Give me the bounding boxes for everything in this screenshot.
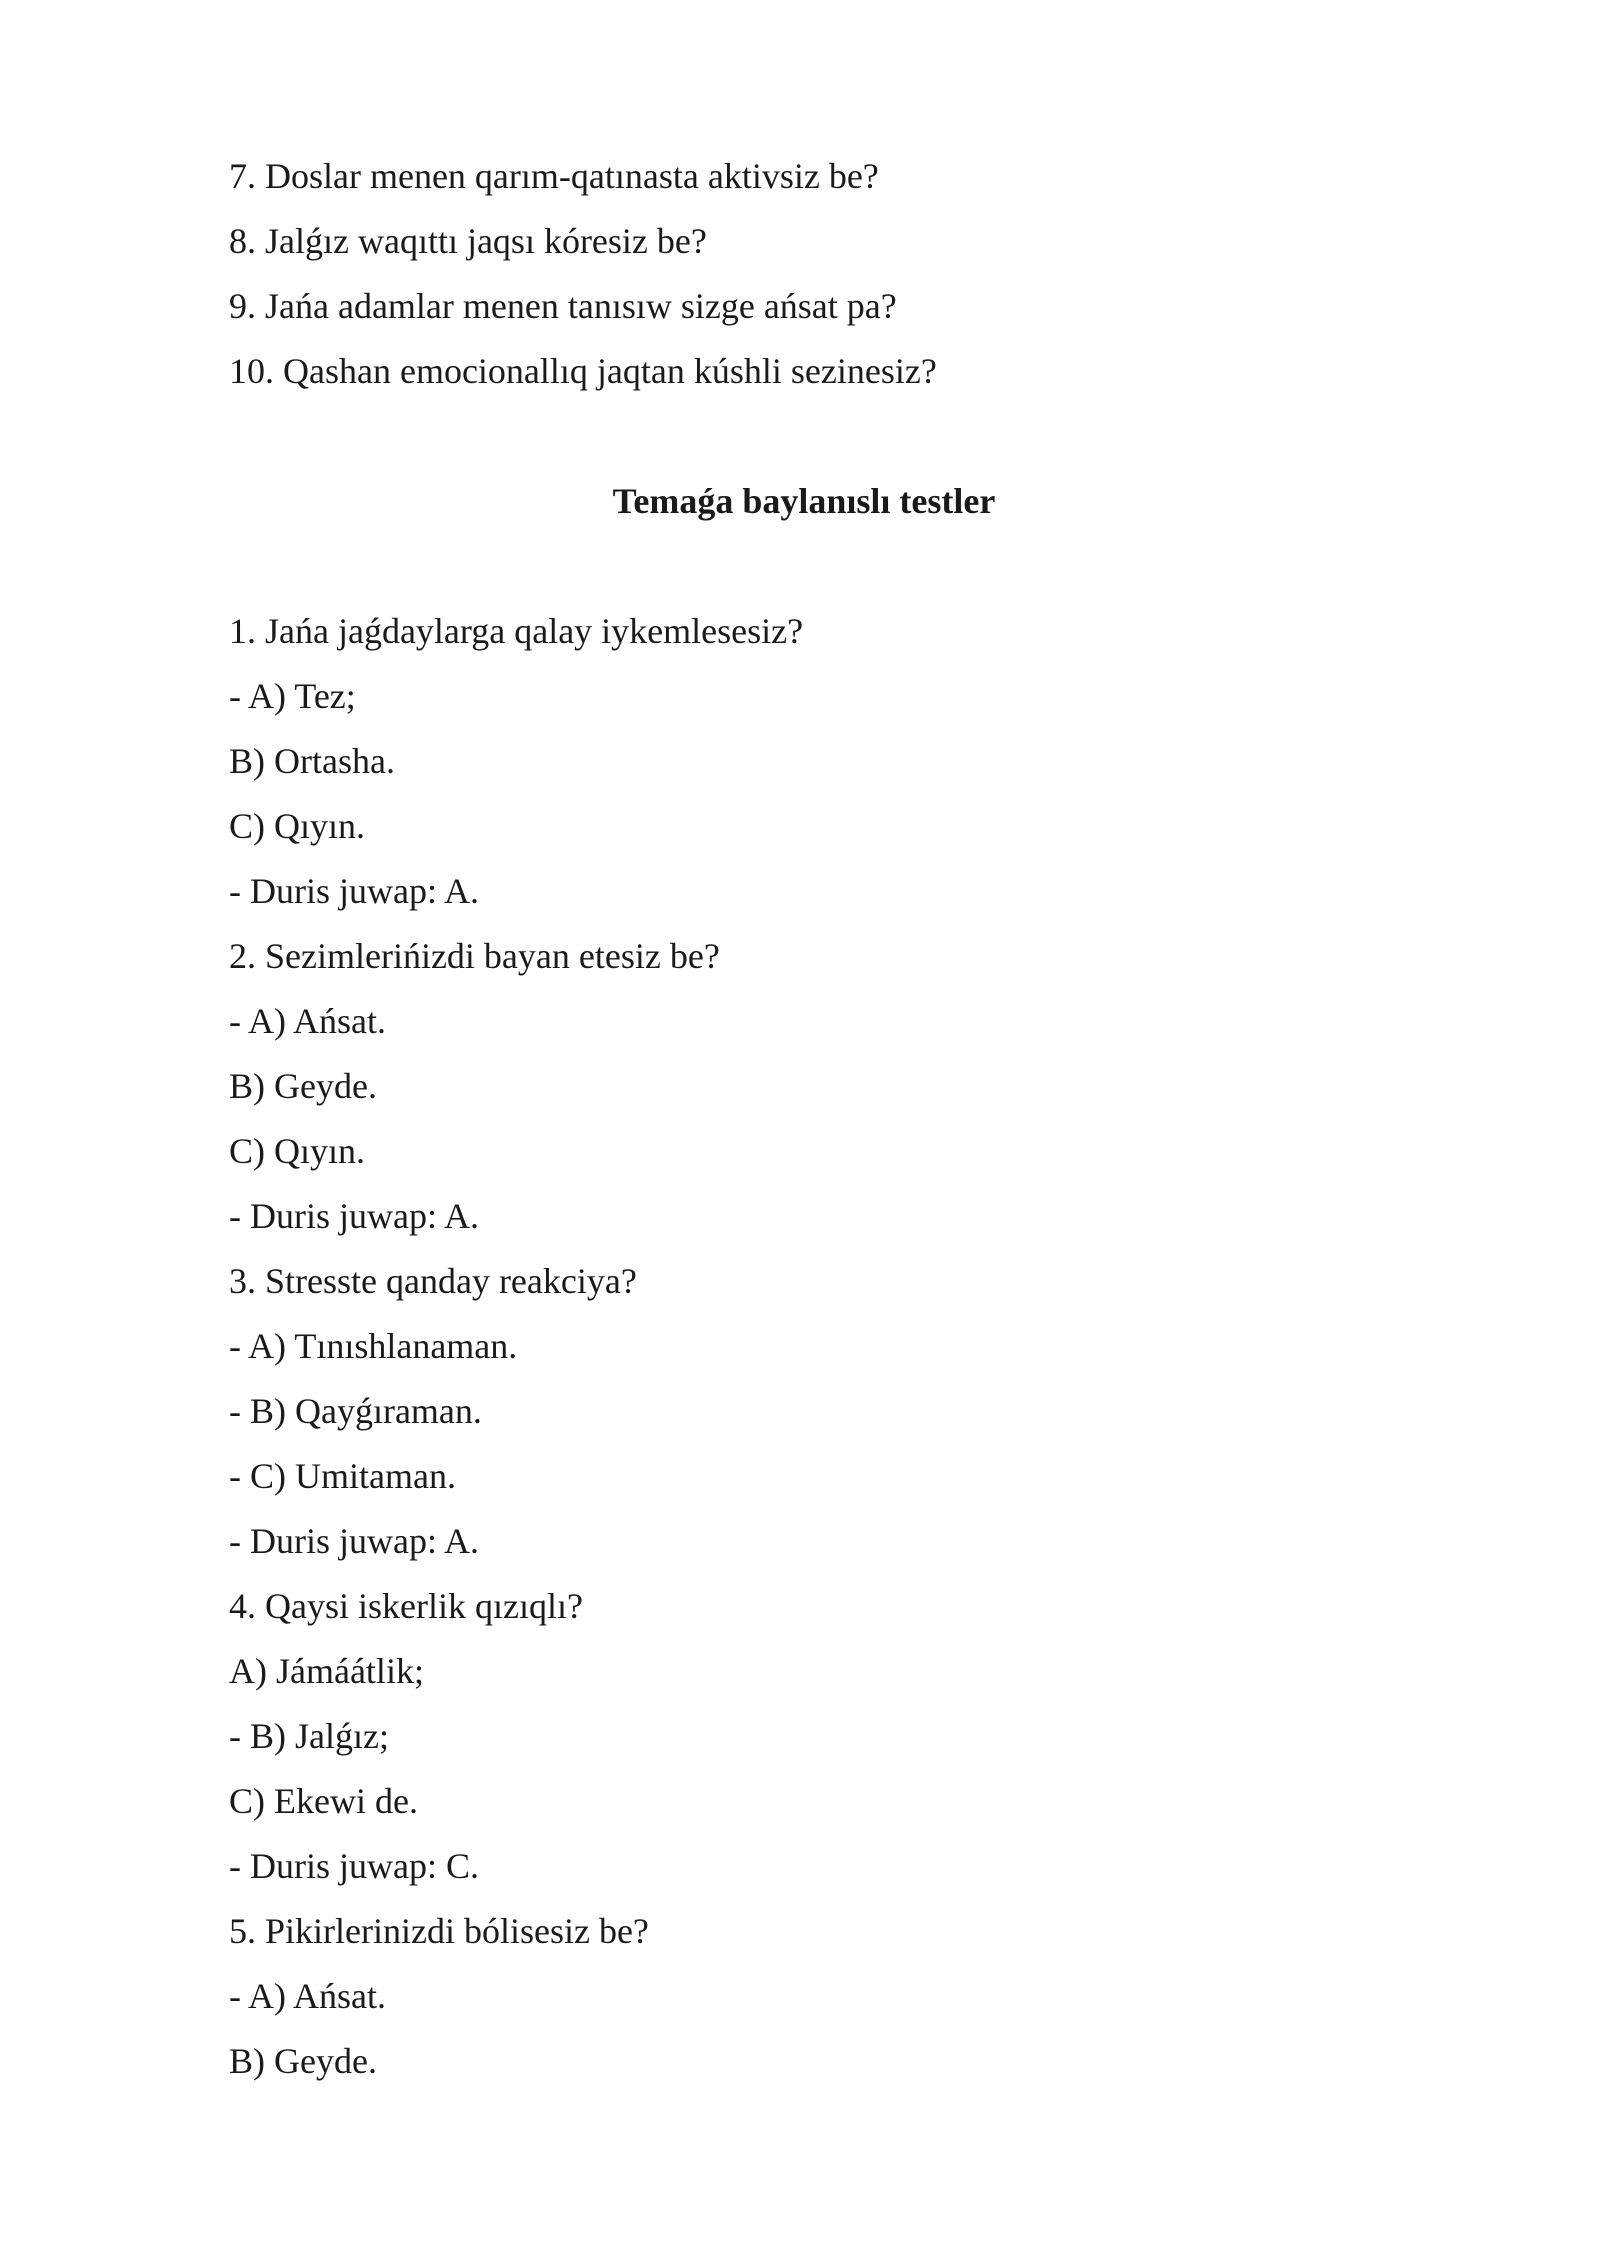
test-option: B) Geyde. [229,2041,377,2081]
test-question: 2. Sezimlerińizdi bayan etesiz be? [229,936,720,976]
question-line: 8. Jalǵız waqıttı jaqsı kóresiz be? [229,221,707,261]
test-option: C) Qıyın. [229,1131,366,1171]
test-answer: - Duris juwap: A. [229,1196,479,1236]
test-option: C) Ekewi de. [229,1781,418,1821]
test-option: - A) Ańsat. [229,1001,386,1041]
test-question: 5. Pikirlerinizdi bólisesiz be? [229,1911,649,1951]
test-option: A) Jámáátlik; [229,1651,424,1691]
section-title: Temaǵa baylanıslı testler [612,481,996,521]
question-line: 7. Doslar menen qarım-qatınasta aktivsiz be? [229,156,879,196]
test-question: 1. Jańa jaǵdaylarga qalay iykemlesesiz? [229,611,804,651]
test-list [229,602,1379,2097]
question-line: 9. Jańa adamlar menen tanısıw sizge ańsat pa? [229,286,897,326]
question-line: 10. Qashan emocionallıq jaqtan kúshli sezinesiz? [229,351,937,391]
document-body [229,147,1379,2097]
test-option: B) Geyde. [229,1066,377,1106]
test-option: - B) Qayǵıraman. [229,1391,482,1431]
test-answer: - Duris juwap: C. [229,1846,479,1886]
test-question: 3. Stresste qanday reakciya? [229,1261,637,1301]
test-option: C) Qıyın. [229,806,366,846]
test-answer: - Duris juwap: A. [229,871,479,911]
test-question: 4. Qaysi iskerlik qızıqlı? [229,1586,583,1626]
test-option: B) Ortasha. [229,741,395,781]
test-option: - A) Tınıshlanaman. [229,1326,518,1366]
intro-question-list [229,147,1379,407]
test-option: - B) Jalǵız; [229,1716,389,1756]
test-option: - A) Ańsat. [229,1976,386,2016]
test-option: - C) Umitaman. [229,1456,456,1496]
test-option: - A) Tez; [229,676,356,716]
test-answer: - Duris juwap: A. [229,1521,479,1561]
